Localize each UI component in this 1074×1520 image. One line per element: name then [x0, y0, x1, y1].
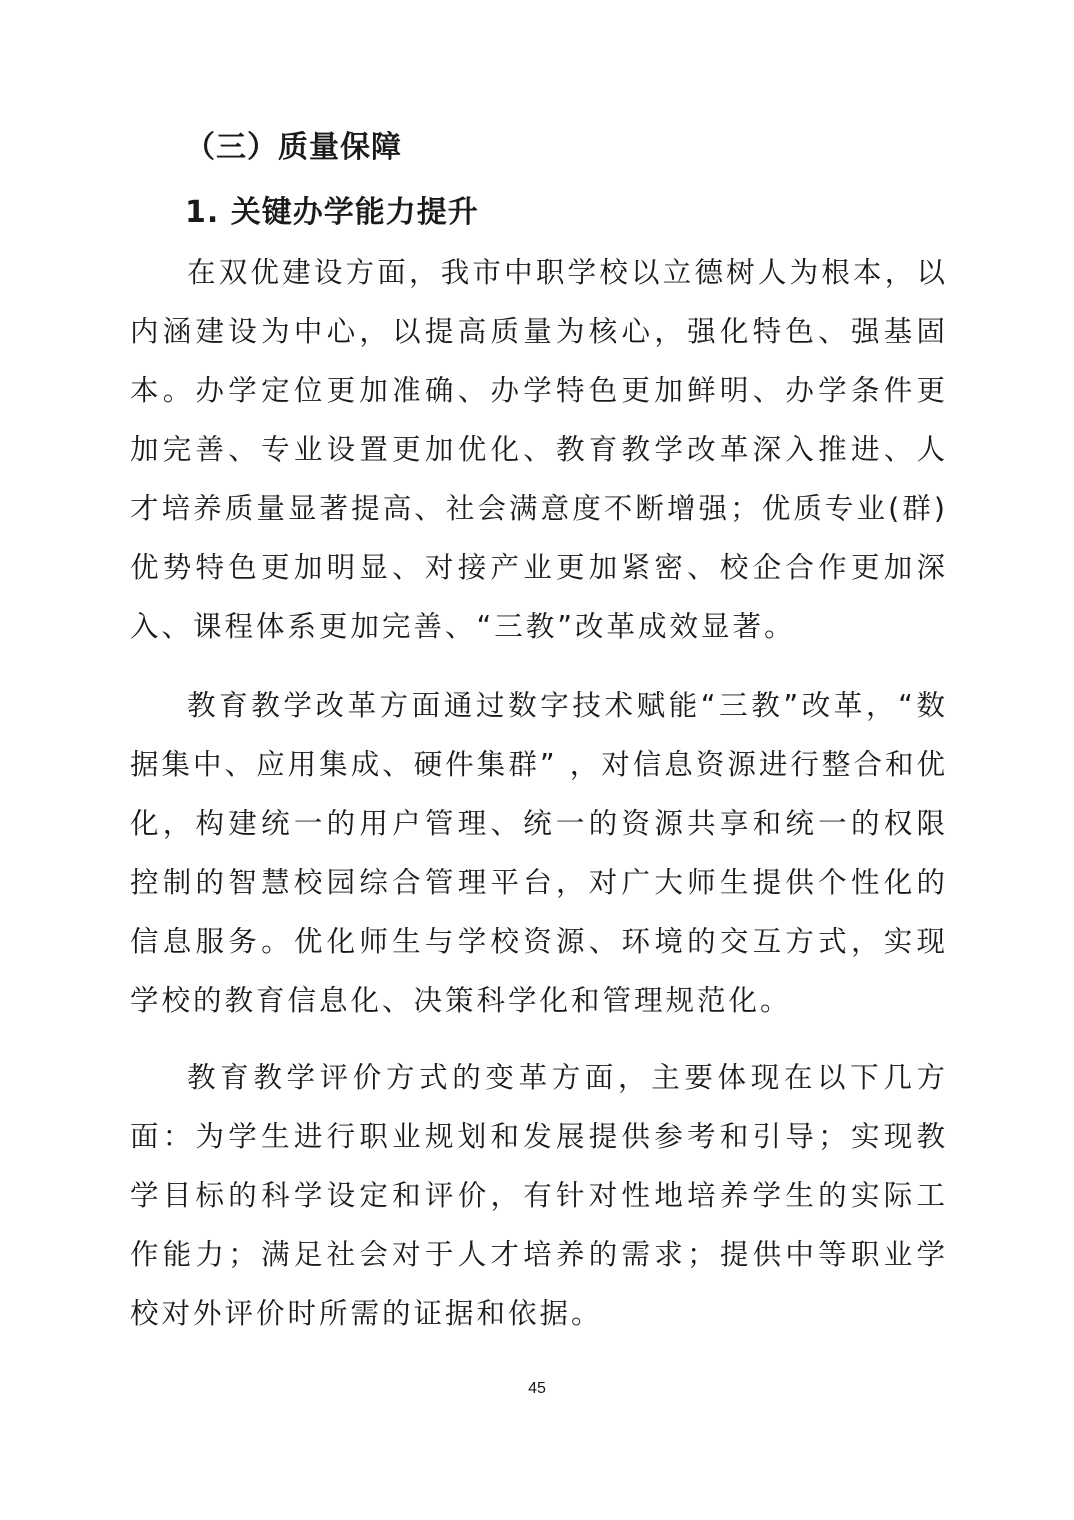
paragraph-dual-excellence: 在双优建设方面，我市中职学校以立德树人为根本，以内涵建设为中心，以提高质量为核心，强化特色、强基固本。办学定位更加准确、办学特色更加鲜明、办学条件更加完善、专业设置更加优化、教育教学改革深入推进、人才培养质量显著提高、社会满意度不断增强；优质专业(群)优势特色更加明显、对接产业更加紧密、校企合作更加深入、课程体系更加完善、“三教”改革成效显著。: [130, 256, 948, 643]
paragraph-teaching-reform: 教育教学改革方面通过数字技术赋能“三教”改革，“数据集中、应用集成、硬件集群” ，对信息资源进行整合和优化，构建统一的用户管理、统一的资源共享和统一的权限控制的智慧校园综合管理平台，对广大师生提供个性化的信息服务。优化师生与学校资源、环境的交互方式，实现学校的教育信息化、决策科学化和管理规范化。: [130, 689, 948, 1017]
section-heading: （三）质量保障: [185, 130, 402, 165]
page-number: 45: [528, 1380, 546, 1397]
paragraph-evaluation-reform: 教育教学评价方式的变革方面，主要体现在以下几方面：为学生进行职业规划和发展提供参考和引导；实现教学目标的科学设定和评价，有针对性地培养学生的实际工作能力；满足社会对于人才培养的需求；提供中等职业学校对外评价时所需的证据和依据。: [130, 1061, 948, 1330]
subsection-heading: 1. 关键办学能力提升: [185, 195, 479, 230]
